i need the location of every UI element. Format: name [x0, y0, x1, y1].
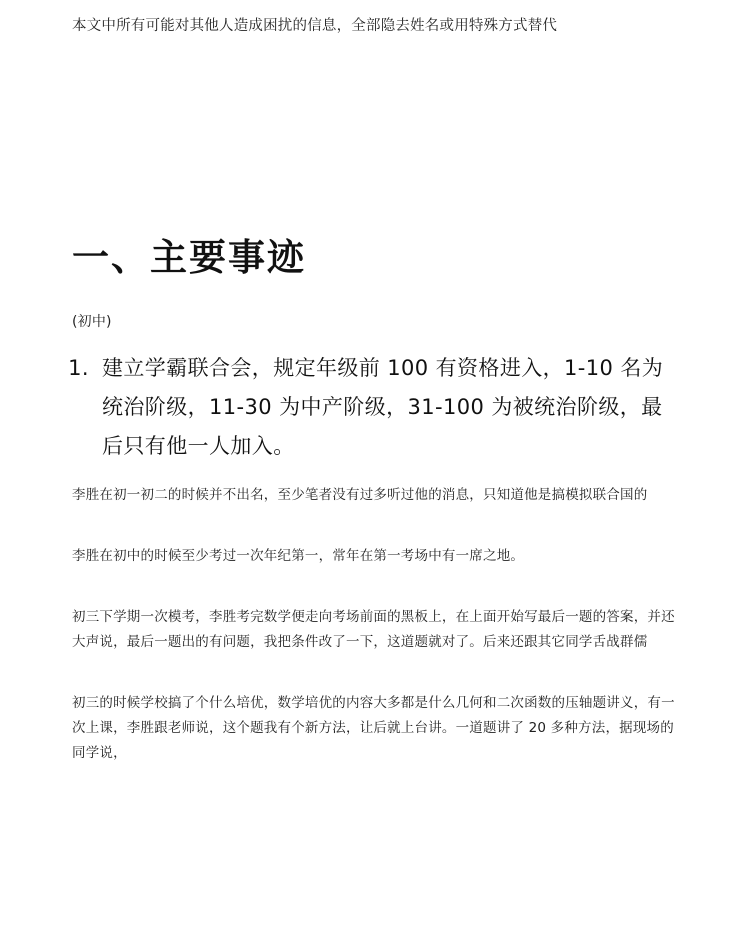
document-content — [0, 14, 746, 766]
list-item: 1. 建立学霸联合会，规定年级前 100 有资格进入，1-10 名为统治阶级，11-30 为中产阶级，31-100 为被统治阶级，最后只有他一人加入。 — [96, 349, 676, 466]
body-paragraph: 李胜在初中的时候至少考过一次年纪第一，常年在第一考场中有一席之地。 — [72, 548, 525, 565]
main-ordered-list — [72, 349, 676, 466]
body-paragraph: 初三的时候学校搞了个什么培优，数学培优的内容大多都是什么几何和二次函数的压轴题讲义，有一次上课，李胜跟老师说，这个题我有个新方法，让后就上台讲。一道题讲了 20 多种方法，据现场的同学说， — [72, 695, 675, 762]
body-paragraph: 初三下学期一次模考，李胜考完数学便走向考场前面的黑板上，在上面开始写最后一题的答案，并还大声说，最后一题出的有问题，我把条件改了一下，这道题就对了。后来还跟其它同学舌战群儒 — [72, 609, 675, 651]
body-paragraph: 李胜在初一初二的时候并不出名，至少笔者没有过多听过他的消息，只知道他是搞模拟联合国的 — [72, 487, 648, 504]
privacy-notice: 本文中所有可能对其他人造成困扰的信息，全部隐去姓名或用特殊方式替代 — [72, 18, 558, 34]
document-page — [0, 14, 746, 930]
section-subnote: (初中) — [72, 313, 112, 330]
vertical-spacer — [72, 39, 676, 235]
page-title: 一、主要事迹 — [72, 235, 306, 279]
